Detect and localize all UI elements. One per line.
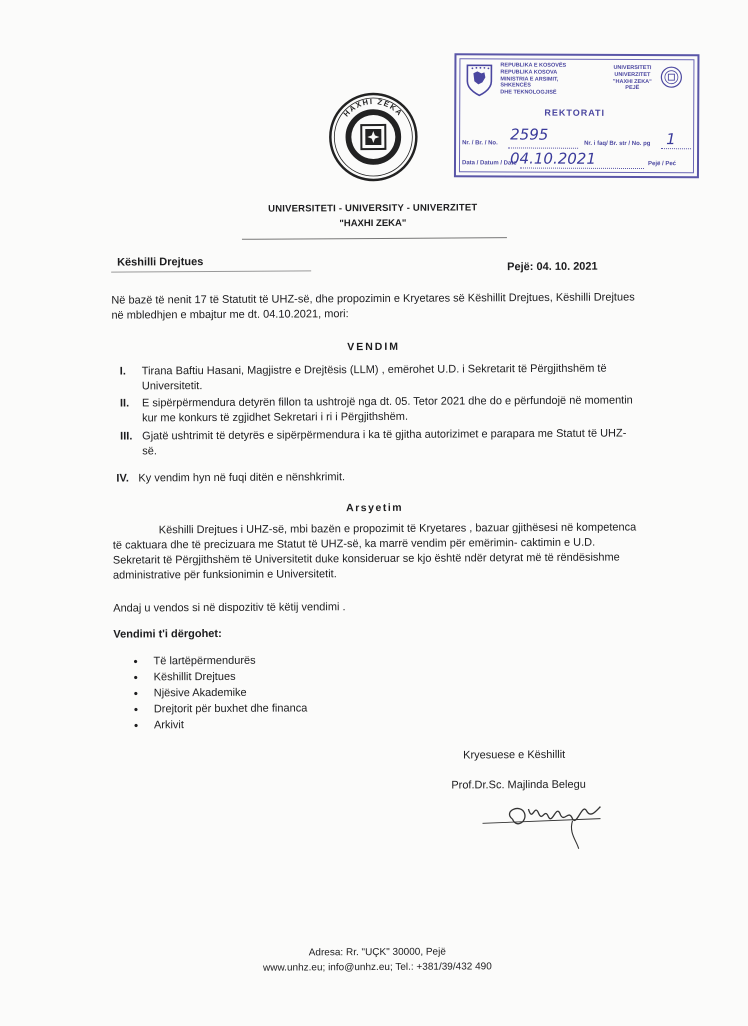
document-date: Pejë: 04. 10. 2021 (507, 261, 598, 274)
stamp-left-line: MINISTRIA E ARSIMIT, (500, 76, 590, 83)
vendim-item-text: Gjatë ushtrimit të detyrës e sipërpërmendura i ka të gjitha autorizimet e parapara me Statut të UHZ-së. (140, 426, 640, 459)
vendim-item (116, 468, 636, 486)
vendim-item-number: I. (120, 364, 140, 394)
university-name: "HAXHI ZEKA" (0, 216, 747, 232)
stamp-left-line: REPUBLIKA KOSOVA (500, 69, 590, 76)
stamp-left-line: REPUBLIKA E KOSOVËS (500, 62, 590, 69)
vendim-heading: VENDIM (0, 339, 748, 356)
university-header-line: UNIVERSITETI - UNIVERSITY - UNIVERZITET (0, 201, 747, 217)
stamp-right-line: UNIVERZITET (604, 72, 660, 79)
header-divider (242, 237, 507, 240)
footer-address: Adresa: Rr. "UÇK" 30000, Pejë (3, 945, 748, 961)
stamp-number-value: 2595 (510, 125, 548, 143)
organ-name: Këshilli Drejtues (117, 256, 203, 269)
signatory-name: Prof.Dr.Sc. Majlinda Belegu (451, 779, 586, 792)
footer-contact: www.unhz.eu; info@unhz.eu; Tel.: +381/39/432 490 (3, 960, 748, 976)
vendim-item (120, 361, 640, 394)
stamp-page-label: Nr. i faq/ Br. str / No. pg (584, 141, 650, 147)
distribution-item: • Drejtorit për buxhet dhe financa (134, 700, 308, 717)
handwritten-signature (472, 789, 612, 860)
vendim-item-number: IV. (116, 471, 136, 486)
arsyetim-text: Këshilli Drejtues i UHZ-së, mbi bazën e propozimit të Kryetares , bazuar gjithësesi në kompetenca të caktuara dhe të precizuara me Statut të UHZ-së, ka marrë vendim për emërimin- caktimin e U.D. Sekretarit të Përgjithshëm të Universitetit duke konsideruar se kjo është ndër detyrat më të rëndësishme administrative për funksionimin e Universitetit. (113, 521, 636, 581)
stamp-right-line: "HAXHI ZEKA" (604, 78, 660, 85)
distribution-item: • Të lartëpërmendurës (133, 652, 307, 669)
svg-text:PEJË: PEJË (366, 159, 382, 167)
distribution-title: Vendimi t'i dërgohet: (113, 628, 221, 641)
stamp-place-label: Pejë / Peć (648, 161, 676, 167)
arsyetim-closing: Andaj u vendos si në dispozitiv të këtij vendimi . (113, 600, 345, 616)
rektorati-stamp (454, 53, 700, 178)
vendim-item-text: E sipërpërmendura detyrën fillon ta ushtrojë nga dt. 05. Tetor 2021 dhe do e përfundojë në momentin kur me konkurs të zgjidhet Sekretari i ri i Përgjithshëm. (140, 393, 640, 426)
stamp-university-seal-icon (660, 66, 682, 88)
stamp-page-value: 1 (666, 130, 676, 148)
stamp-university-text (604, 65, 660, 92)
distribution-item: • Arkivit (134, 716, 308, 733)
distribution-list (133, 652, 307, 733)
vendim-item (120, 426, 640, 459)
stamp-date-value: 04.10.2021 (510, 149, 596, 167)
arsyetim-heading: Arsyetim (1, 500, 748, 517)
stamp-right-line: PEJË (604, 85, 660, 92)
distribution-item: • Njësive Akademike (134, 684, 308, 701)
stamp-left-line: SHKENCËS (500, 83, 590, 90)
vendim-item (120, 393, 640, 426)
stamp-ministry-text (500, 62, 590, 96)
stamp-date-label: Data / Datum / Date (462, 160, 517, 166)
organ-underline (111, 270, 311, 272)
distribution-item: • Këshillit Drejtues (134, 668, 308, 685)
svg-text:HAXHI ZEKA: HAXHI ZEKA (341, 97, 404, 119)
vendim-item-text: Tirana Baftiu Hasani, Magjistre e Drejtësis (LLM) , emërohet U.D. i Sekretarit të Përgjithshëm të Universitetit. (140, 361, 640, 394)
vendim-item-number: II. (120, 396, 140, 426)
kosovo-coat-of-arms-icon (464, 63, 494, 97)
vendim-item-number: III. (120, 429, 140, 459)
stamp-left-line: DHE TEKNOLOGJISË (500, 90, 590, 97)
signatory-role: Kryesuese e Këshillit (463, 749, 565, 762)
vendim-item-text: Ky vendim hyn në fuqi ditën e nënshkrimit. (136, 468, 636, 486)
stamp-number-label: Nr. / Br. / No. (462, 140, 498, 146)
stamp-page-line (661, 148, 691, 149)
arsyetim-paragraph (113, 520, 643, 583)
stamp-right-line: UNIVERSITETI (604, 65, 660, 72)
university-seal-logo (328, 92, 419, 183)
intro-paragraph: Në bazë të nenit 17 të Statutit të UHZ-së, dhe propozimin e Kryetares së Këshillit Drejtues, Këshilli Drejtues në mbledhjen e mbajtur me dt. 04.10.2021, mori: (111, 290, 641, 323)
stamp-title: REKTORATI (456, 107, 693, 118)
